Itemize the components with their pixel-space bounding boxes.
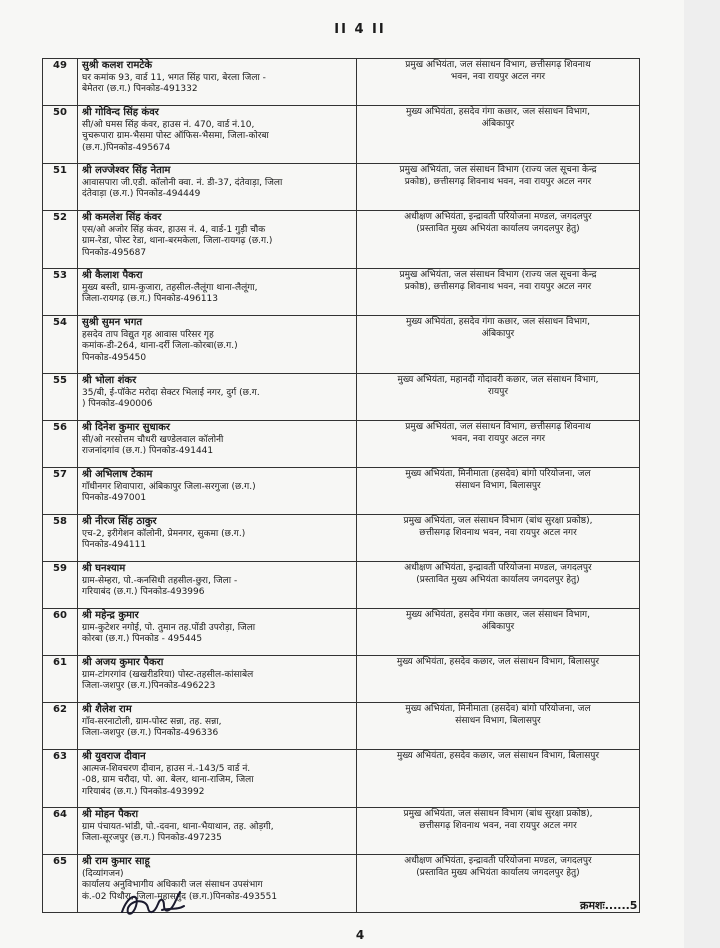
posting-office-cell — [357, 656, 640, 703]
address-line: 35/बी, ई-पॉकेट मरोदा सेक्टर भिलाई नगर, दुर्ग (छ.ग. — [82, 387, 260, 398]
page-number: 4 — [355, 928, 365, 942]
employee-name: श्री महेन्द्र कुमार — [82, 610, 139, 621]
employee-details-cell — [78, 211, 357, 269]
employee-details-cell — [78, 421, 357, 468]
serial-number: 54 — [43, 316, 78, 374]
posting-line: अंबिकापुर — [481, 118, 515, 129]
posting-office-cell — [357, 750, 640, 808]
employee-name: श्री घनश्याम — [82, 563, 126, 574]
address-line: आवासपारा जी.एडी. कॉलोनी क्वा. नं. डी-37, दंतेवाड़ा, जिला — [82, 177, 283, 188]
table-row — [43, 515, 640, 562]
employee-details-cell — [78, 164, 357, 211]
serial-number: 63 — [43, 750, 78, 808]
table-row — [43, 106, 640, 164]
address-line: जिला-जशपुर (छ.ग.) पिनकोड-496336 — [82, 728, 219, 739]
posting-line: अंबिकापुर — [481, 328, 515, 339]
address-line: -08, ग्राम चरौदा, पो. आ. बेलर, थाना-राजिम, जिला — [82, 775, 254, 786]
address-line: एच-2, इरीगेशन कॉलोनी, प्रेमनगर, सुकमा (छ.ग.) — [82, 528, 246, 539]
employee-details-cell — [78, 703, 357, 750]
page-marker: II 4 II — [334, 22, 386, 37]
address-line: ग्राम-कुटेशर नगोई, पो. तुमान तह.पोंडी उपरोड़ा, जिला — [82, 622, 256, 633]
employee-details-cell — [78, 374, 357, 421]
employee-name: श्री अजय कुमार पैकरा — [82, 657, 164, 668]
address-line: ग्राम-सेम्हरा, पो.-कनसिधी तहसील-छुरा, जिला - — [82, 575, 238, 586]
posting-office-cell — [357, 468, 640, 515]
posting-office-cell — [357, 59, 640, 106]
employee-details-cell — [78, 106, 357, 164]
posting-line: प्रमुख अभियंता, जल संसाधन विभाग, छत्तीसगढ़ शिवनाथ — [405, 422, 591, 432]
address-line: जिला-सूरजपुर (छ.ग.) पिनकोड-497235 — [82, 833, 222, 844]
table-row — [43, 421, 640, 468]
page-margin-strip — [684, 0, 720, 948]
employee-name: श्री कैलाश पैकरा — [82, 270, 143, 281]
posting-line: छत्तीसगढ़ शिवनाथ भवन, नवा रायपुर अटल नगर — [419, 527, 577, 538]
address-line: राजनांदगांव (छ.ग.) पिनकोड-491441 — [82, 446, 214, 457]
employee-name: श्री शैलेश राम — [82, 704, 132, 715]
table-row — [43, 164, 640, 211]
address-line: गाँव-सरनाटोली, ग्राम-पोस्ट सन्ना, तह. सन्ना, — [82, 716, 222, 727]
employee-details-cell — [78, 269, 357, 316]
posting-office-cell — [357, 164, 640, 211]
table-row — [43, 468, 640, 515]
table-row — [43, 562, 640, 609]
posting-line: प्रमुख अभियंता, जल संसाधन विभाग, छत्तीसगढ़ शिवनाथ — [405, 60, 591, 70]
posting-line: संसाधन विभाग, बिलासपुर — [455, 480, 541, 491]
employee-details-cell — [78, 59, 357, 106]
posting-line: प्रमुख अभियंता, जल संसाधन विभाग (बांध सुरक्षा प्रकोष्ठ), — [403, 516, 593, 526]
serial-number: 57 — [43, 468, 78, 515]
address-line: पिनकोड-494111 — [82, 540, 147, 551]
table-row — [43, 269, 640, 316]
address-line: दंतेवाड़ा (छ.ग.) पिनकोड-494449 — [82, 189, 201, 200]
employee-details-cell — [78, 609, 357, 656]
address-line: (छ.ग.)पिनकोड-495674 — [82, 142, 171, 153]
employee-name: श्री युवराज दीवान — [82, 751, 146, 762]
serial-number: 58 — [43, 515, 78, 562]
address-line: एस/ओ अजोर सिंह कंवर, हाउस नं. 4, वार्ड-1 गुड़ी चौक — [82, 224, 266, 235]
posting-line: रायपुर — [487, 386, 509, 397]
employee-details-cell — [78, 656, 357, 703]
serial-number: 62 — [43, 703, 78, 750]
posting-line: मुख्य अभियंता, हसदेव गंगा कछार, जल संसाधन विभाग, — [406, 107, 590, 117]
posting-line: अधीक्षण अभियंता, इन्द्रावती परियोजना मण्डल, जगदलपुर — [404, 563, 592, 573]
posting-line: अंबिकापुर — [481, 621, 515, 632]
posting-line: मुख्य अभियंता, हसदेव गंगा कछार, जल संसाधन विभाग, — [406, 317, 590, 327]
table-row — [43, 609, 640, 656]
address-line: गरियाबंद (छ.ग.) पिनकोड-493996 — [82, 587, 205, 598]
posting-line: छत्तीसगढ़ शिवनाथ भवन, नवा रायपुर अटल नगर — [419, 820, 577, 831]
employee-details-cell — [78, 808, 357, 855]
posting-line: मुख्य अभियंता, महानदी गोदावरी कछार, जल संसाधन विभाग, — [397, 375, 599, 385]
posting-line: मुख्य अभियंता, हसदेव कछार, जल संसाधन विभाग, बिलासपुर — [396, 657, 600, 667]
address-line: चुचरूपारा ग्राम-भैसमा पोस्ट ऑफिस-भैसमा, जिला-कोरबा — [82, 131, 269, 142]
posting-line: (प्रस्तावित मुख्य अभियंता कार्यालय जगदलपुर हेतु) — [416, 223, 580, 234]
employee-details-cell — [78, 468, 357, 515]
address-line: जिला-रायगढ़ (छ.ग.) पिनकोड-496113 — [82, 294, 218, 305]
table-row — [43, 211, 640, 269]
table-row — [43, 808, 640, 855]
serial-number: 64 — [43, 808, 78, 855]
posting-line: प्रमुख अभियंता, जल संसाधन विभाग (बांध सुरक्षा प्रकोष्ठ), — [403, 809, 593, 819]
employee-name: श्री कमलेश सिंह कंवर — [82, 212, 162, 223]
posting-office-cell — [357, 316, 640, 374]
address-line: गरियाबंद (छ.ग.) पिनकोड-493992 — [82, 786, 205, 797]
posting-line: प्रमुख अभियंता, जल संसाधन विभाग (राज्य जल सूचना केन्द्र — [399, 270, 597, 280]
address-line: पिनकोड-497001 — [82, 493, 147, 504]
posting-line: अधीक्षण अभियंता, इन्द्रावती परियोजना मण्डल, जगदलपुर — [404, 212, 592, 222]
posting-office-cell — [357, 515, 640, 562]
address-line: मुख्य बस्ती, ग्राम-कुजारा, तहसील-लैलूंगा थाना-लैलूंगा, — [82, 282, 258, 293]
posting-line: (प्रस्तावित मुख्य अभियंता कार्यालय जगदलपुर हेतु) — [416, 867, 580, 878]
posting-line: अधीक्षण अभियंता, इन्द्रावती परियोजना मण्डल, जगदलपुर — [404, 856, 592, 866]
table-row — [43, 59, 640, 106]
employee-name: श्री राम कुमार साहू — [82, 856, 150, 867]
serial-number: 49 — [43, 59, 78, 106]
address-line: ) पिनकोड-490006 — [82, 399, 153, 410]
serial-number: 59 — [43, 562, 78, 609]
table-row — [43, 374, 640, 421]
table-row — [43, 656, 640, 703]
posting-office-cell — [357, 374, 640, 421]
serial-number: 50 — [43, 106, 78, 164]
serial-number: 55 — [43, 374, 78, 421]
address-line: ग्राम-रेडा, पोस्ट रेडा, थाना-बरमकेला, जिला-रायगढ़ (छ.ग.) — [82, 236, 273, 247]
employee-name: श्री लज्जेश्वर सिंह नेताम — [82, 165, 171, 176]
address-line: हसदेव ताप विद्युत गृह आवास परिसर गृह — [82, 329, 214, 340]
posting-office-cell — [357, 106, 640, 164]
serial-number: 51 — [43, 164, 78, 211]
address-line: सी/ओ घमस सिंह कंवर, हाउस नं. 470, वार्ड नं.10, — [82, 119, 255, 130]
serial-number: 53 — [43, 269, 78, 316]
continued-note: क्रमशः......5 — [580, 899, 638, 912]
address-line: कं.-02 पिथौरा, जिला-महासमुंद (छ.ग.)पिनकोड-493551 — [82, 891, 278, 902]
employee-name: श्री दिनेश कुमार सुधाकर — [82, 422, 170, 433]
posting-line: मुख्य अभियंता, मिनीमाता (हसदेव) बांगो परियोजना, जल — [405, 704, 591, 714]
serial-number: 52 — [43, 211, 78, 269]
address-line: गाँधीनगर शिवापारा, अंबिकापुर जिला-सरगुजा (छ.ग.) — [82, 481, 256, 492]
table-row — [43, 750, 640, 808]
address-line: (दिव्यांगजन) — [82, 868, 124, 879]
employee-name: श्री मोहन पैकरा — [82, 809, 139, 820]
employee-details-cell — [78, 750, 357, 808]
address-line: जिला-जशपुर (छ.ग.)पिनकोड-496223 — [82, 681, 216, 692]
address-line: ग्राम-टांगरगांव (खखरीडरिया) पोस्ट-तहसील-कांसाबेल — [82, 669, 254, 680]
posting-office-cell — [357, 562, 640, 609]
employee-details-cell — [78, 562, 357, 609]
posting-line: प्रकोष्ठ), छत्तीसगढ़ शिवनाथ भवन, नवा रायपुर अटल नगर — [404, 176, 592, 187]
employee-name: श्री अभिलाष टेकाम — [82, 469, 153, 480]
address-line: बेमेतरा (छ.ग.) पिनकोड-491332 — [82, 84, 198, 95]
serial-number: 65 — [43, 855, 78, 913]
posting-line: मुख्य अभियंता, मिनीमाता (हसदेव) बांगो परियोजना, जल — [405, 469, 591, 479]
employee-details-cell — [78, 515, 357, 562]
posting-line: प्रकोष्ठ), छत्तीसगढ़ शिवनाथ भवन, नवा रायपुर अटल नगर — [404, 281, 592, 292]
posting-line: संसाधन विभाग, बिलासपुर — [455, 715, 541, 726]
posting-office-cell — [357, 808, 640, 855]
serial-number: 61 — [43, 656, 78, 703]
posting-line: प्रमुख अभियंता, जल संसाधन विभाग (राज्य जल सूचना केन्द्र — [399, 165, 597, 175]
address-line: आत्मज-शिवचरण दीवान, हाउस नं.-143/5 वार्ड नं. — [82, 763, 251, 774]
table-row — [43, 703, 640, 750]
address-line: कमांक-डी-264, थाना-दर्री जिला-कोरबा(छ.ग.) — [82, 341, 238, 352]
address-line: पिनकोड-495450 — [82, 352, 147, 363]
posting-line: (प्रस्तावित मुख्य अभियंता कार्यालय जगदलपुर हेतु) — [416, 574, 580, 585]
employee-details-cell — [78, 316, 357, 374]
table-row — [43, 316, 640, 374]
employee-name: सुश्री सुमन भगत — [82, 317, 143, 328]
signature-image — [118, 888, 188, 922]
address-line: पिनकोड-495687 — [82, 247, 147, 258]
posting-office-cell — [357, 421, 640, 468]
address-line: सी/ओ नरसोत्तम चौधरी खण्डेलवाल कॉलोनी — [82, 434, 224, 445]
address-line: ग्राम पंचायत-भांडी, पो.-दवना, थाना-भैयाथान, तह. ओड़गी, — [82, 821, 274, 832]
employee-name: श्री नीरज सिंह ठाकुर — [82, 516, 157, 527]
posting-line: मुख्य अभियंता, हसदेव कछार, जल संसाधन विभाग, बिलासपुर — [396, 751, 600, 761]
posting-office-cell — [357, 609, 640, 656]
employee-name: श्री भोला शंकर — [82, 375, 137, 386]
address-line: कार्यालय अनुविभागीय अधिकारी जल संसाधन उपसंभाग — [82, 880, 263, 891]
posting-line: भवन, नवा रायपुर अटल नगर — [450, 433, 546, 444]
posting-office-cell — [357, 703, 640, 750]
address-line: कोरबा (छ.ग.) पिनकोड - 495445 — [82, 634, 203, 645]
posting-line: मुख्य अभियंता, हसदेव गंगा कछार, जल संसाधन विभाग, — [406, 610, 590, 620]
employee-name: सुश्री कलश रामटेके — [82, 60, 153, 71]
posting-office-cell — [357, 211, 640, 269]
employee-posting-table — [42, 58, 640, 913]
address-line: घर कमांक 93, वार्ड 11, भगत सिंह पारा, बेरला जिला - — [82, 72, 266, 83]
serial-number: 56 — [43, 421, 78, 468]
employee-name: श्री गोविन्द सिंह कंवर — [82, 107, 159, 118]
posting-office-cell — [357, 269, 640, 316]
serial-number: 60 — [43, 609, 78, 656]
posting-line: भवन, नवा रायपुर अटल नगर — [450, 71, 546, 82]
